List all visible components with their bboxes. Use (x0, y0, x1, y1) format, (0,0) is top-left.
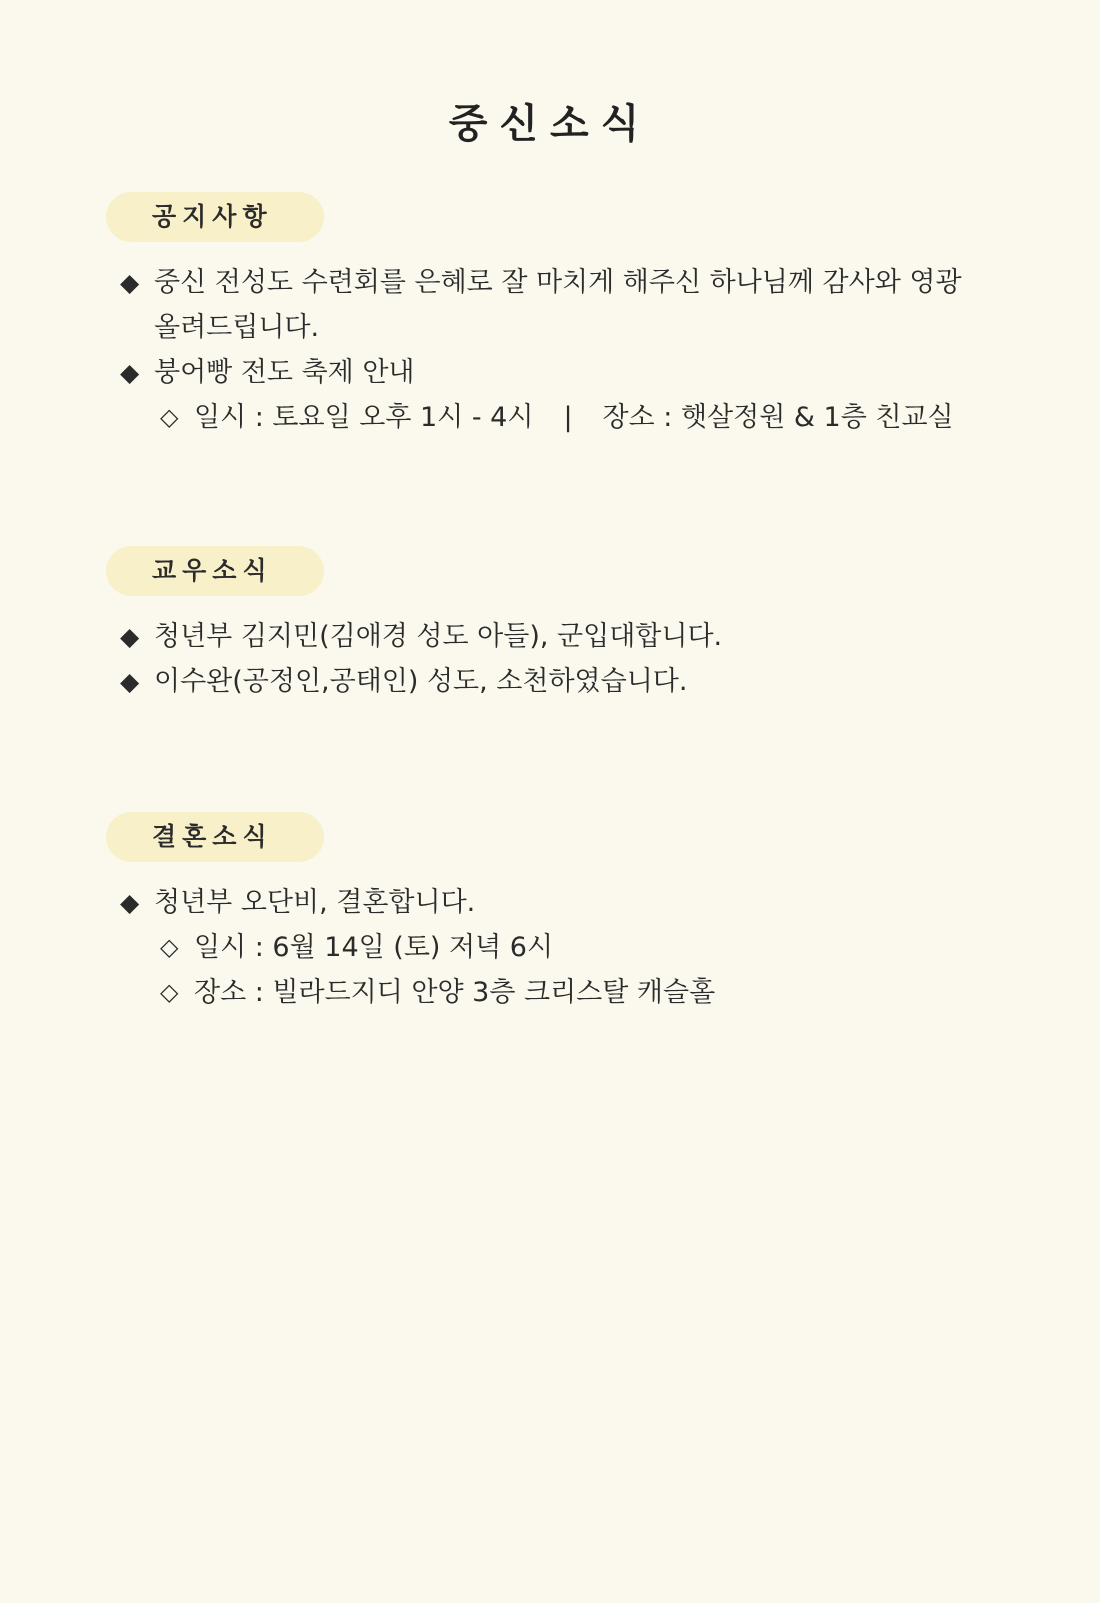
wedding-list (106, 880, 1006, 1015)
sub-item (106, 395, 1006, 440)
sub-item (106, 925, 1006, 970)
section-label-wedding: 결혼소식 (106, 812, 324, 862)
section-label-members: 교우소식 (106, 546, 324, 596)
section-label-notice: 공지사항 (106, 192, 324, 242)
notice-list (106, 260, 1006, 440)
list-item (106, 350, 1006, 395)
event-place: 장소 : 햇살정원 & 1층 친교실 (602, 402, 954, 433)
wedding-item-text: 청년부 오단비, 결혼합니다. (154, 887, 476, 918)
list-item (106, 659, 1006, 704)
hollow-diamond-icon: ◇ (160, 403, 179, 431)
filled-diamond-icon: ◆ (120, 622, 140, 651)
hollow-diamond-icon: ◇ (160, 978, 179, 1006)
section-notice (106, 192, 1006, 440)
filled-diamond-icon: ◆ (120, 888, 140, 917)
event-date: 일시 : 토요일 오후 1시 - 4시 (194, 402, 534, 433)
page-title: 중신소식 (448, 101, 652, 147)
wedding-date: 일시 : 6월 14일 (토) 저녁 6시 (194, 932, 554, 963)
filled-diamond-icon: ◆ (120, 667, 140, 696)
list-item (106, 614, 1006, 659)
hollow-diamond-icon: ◇ (160, 933, 179, 961)
section-members (106, 546, 1006, 704)
members-item-text: 이수완(공정인,공태인) 성도, 소천하였습니다. (154, 666, 688, 697)
notice-item-text: 붕어빵 전도 축제 안내 (154, 357, 415, 388)
list-item (106, 260, 984, 350)
notice-item-text: 중신 전성도 수련회를 은혜로 잘 마치게 해주신 하나님께 감사와 영광 올려드립니다. (154, 267, 962, 343)
members-item-text: 청년부 김지민(김애경 성도 아들), 군입대합니다. (154, 621, 723, 652)
separator: | (563, 402, 573, 433)
wedding-place: 장소 : 빌라드지디 안양 3층 크리스탈 캐슬홀 (194, 977, 716, 1008)
filled-diamond-icon: ◆ (120, 268, 140, 297)
section-wedding (106, 812, 1006, 1015)
list-item (106, 880, 1006, 925)
sub-item (106, 970, 1006, 1015)
members-list (106, 614, 1006, 704)
filled-diamond-icon: ◆ (120, 358, 140, 387)
